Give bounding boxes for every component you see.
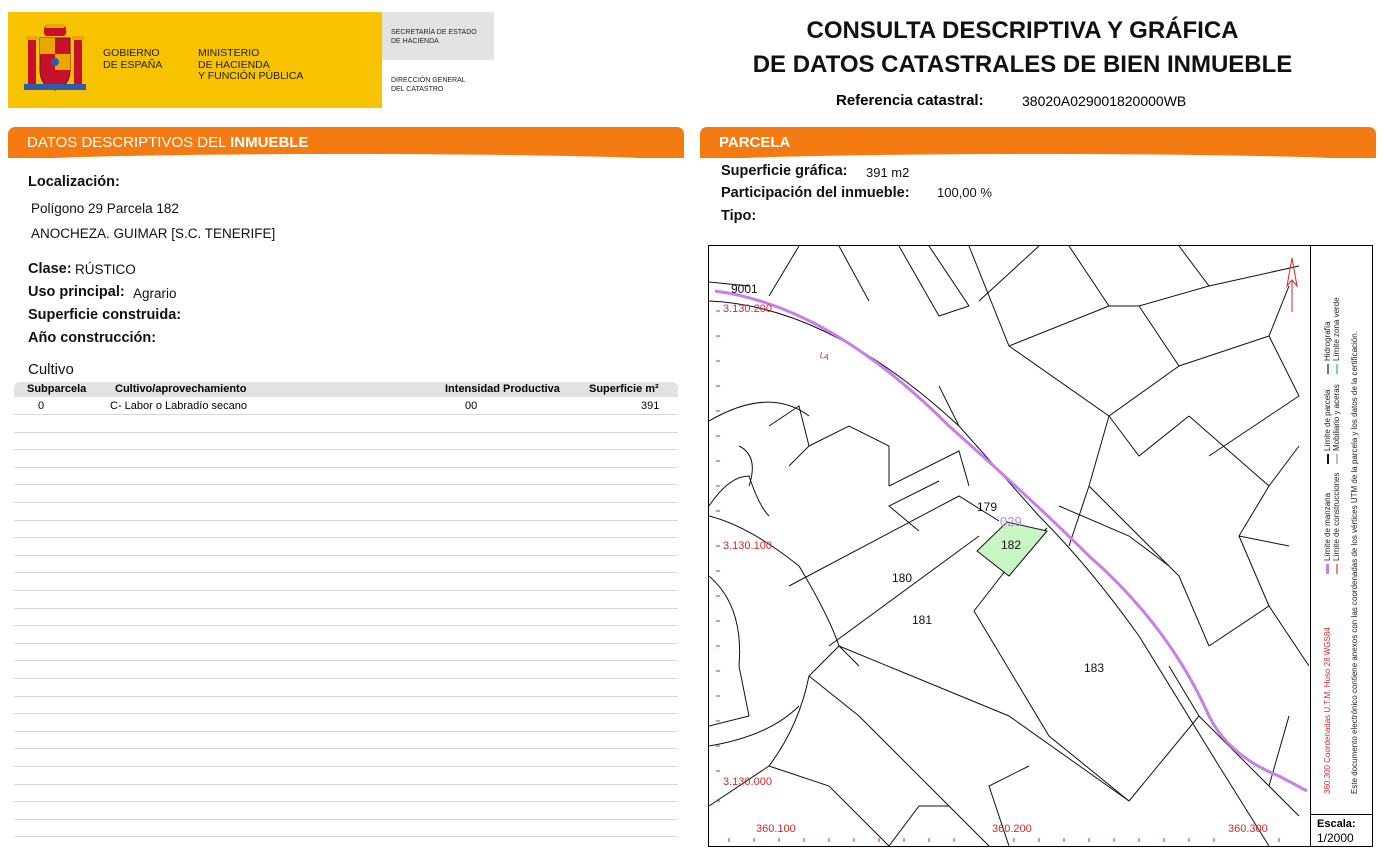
table-rule — [14, 836, 678, 837]
uso-label: Uso principal: — [28, 284, 125, 300]
cultivo-title: Cultivo — [28, 361, 74, 378]
secretaria-text: SECRETARÍA DE ESTADO DE HACIENDA — [391, 29, 477, 45]
manzana-swatch — [1326, 564, 1329, 574]
table-rule — [14, 414, 678, 415]
superficie-grafica-value: 391 m2 — [866, 165, 910, 180]
legend-manzana: Límite de manzana — [1323, 493, 1332, 574]
table-rule — [14, 432, 678, 433]
cell-subparcela: 0 — [38, 400, 45, 412]
mobiliario-swatch — [1336, 454, 1338, 464]
table-header — [14, 382, 678, 397]
uso-value: Agrario — [133, 286, 177, 301]
legend-separator — [1310, 246, 1311, 846]
participacion-value: 100,00 % — [937, 185, 992, 200]
legend-mobiliario: Mobiliario y aceras — [1332, 384, 1341, 464]
table-rule — [14, 713, 678, 714]
parcela-title: PARCELA — [719, 134, 791, 151]
table-rule — [14, 678, 678, 679]
legend-utm: 360.300 Coordenadas U.T.M. Huso 28 WGS84 — [1323, 627, 1332, 794]
clase-label: Clase: — [28, 261, 72, 277]
table-rule — [14, 766, 678, 767]
label-9001: 9001 — [731, 282, 758, 296]
legend-zona-verde: Límite zona verde — [1332, 297, 1341, 374]
table-rule — [14, 555, 678, 556]
hidrografia-swatch — [1327, 364, 1329, 374]
referencia-catastral — [836, 92, 1187, 109]
label-182: 182 — [1001, 538, 1022, 552]
table-rule — [14, 643, 678, 644]
zona-verde-swatch — [1336, 364, 1338, 374]
table-rule — [14, 449, 678, 450]
table-rule — [14, 467, 678, 468]
north-arrow-icon — [1287, 258, 1297, 312]
table-rule — [14, 819, 678, 820]
legend-construcciones: Límite de construcciones — [1332, 473, 1341, 575]
table-rule — [14, 731, 678, 732]
y-coord-3: 3.130.000 — [723, 776, 772, 788]
table-rule — [14, 608, 678, 609]
clase-value: RÚSTICO — [75, 262, 136, 277]
superficie-grafica-label: Superficie gráfica: — [721, 163, 848, 179]
label-183: 183 — [1084, 661, 1105, 675]
label-029: 029 — [1000, 514, 1022, 529]
table-rule — [14, 537, 678, 538]
x-coord-3: 360.300 — [1228, 823, 1268, 835]
superficie-construida-label: Superficie construida: — [28, 307, 182, 323]
label-road: LA — [818, 350, 831, 363]
table-rule — [14, 484, 678, 485]
x-coord-1: 360.100 — [756, 823, 796, 835]
cell-intensidad: 00 — [465, 400, 478, 412]
table-rule — [14, 748, 678, 749]
legend-nota: Este documento electrónico contiene anexos con las coordenadas de los vértices UTM de la parcela y los datos de la certificación. — [1350, 331, 1359, 794]
label-179: 179 — [977, 500, 998, 514]
table-rule — [14, 696, 678, 697]
th-subparcela: Subparcela — [27, 383, 87, 395]
scale-value: 1/2000 — [1317, 831, 1354, 845]
th-intensidad: Intensidad Productiva — [445, 383, 560, 395]
tipo-label: Tipo: — [721, 208, 757, 224]
coat-of-arms-icon — [22, 24, 88, 94]
y-coord-2: 3.130.100 — [723, 540, 772, 552]
legend-parcela: Límite de parcela — [1323, 390, 1332, 464]
cultivo-table — [14, 382, 678, 848]
parcela-bar — [700, 127, 1376, 158]
localizacion-line1: Polígono 29 Parcela 182 — [31, 201, 179, 216]
ref-value: 38020A029001820000WB — [1022, 93, 1187, 109]
ministry-name: MINISTERIO DE HACIENDA Y FUNCIÓN PÚBLICA — [198, 47, 304, 82]
table-rule — [14, 590, 678, 591]
scale-label: Escala: — [1317, 818, 1356, 830]
page-title: CONSULTA DESCRIPTIVA Y GRÁFICA DE DATOS CATASTRALES DE BIEN INMUEBLE — [752, 17, 1293, 78]
cadastral-map — [708, 245, 1373, 847]
participacion-label: Participación del inmueble: — [721, 185, 910, 201]
table-rule — [14, 801, 678, 802]
localizacion-line2: ANOCHEZA. GUIMAR [S.C. TENERIFE] — [31, 226, 276, 241]
direccion-text: DIRECCIÓN GENERAL DEL CATASTRO — [391, 77, 466, 93]
table-rule — [14, 572, 678, 573]
datos-descriptivos-bar — [8, 127, 684, 158]
table-rule — [14, 520, 678, 521]
label-181: 181 — [912, 613, 933, 627]
construcciones-swatch — [1336, 564, 1338, 574]
table-rule — [14, 502, 678, 503]
gov-name: GOBIERNO DE ESPAÑA — [103, 47, 163, 71]
y-coord-1: 3.130.200 — [723, 303, 772, 315]
legend-hidrografia: Hidrografía — [1323, 321, 1332, 374]
datos-descriptivos-title: DATOS DESCRIPTIVOS DEL INMUEBLE — [27, 134, 309, 151]
table-rule — [14, 660, 678, 661]
cell-superficie: 391 — [641, 400, 660, 412]
ref-label: Referencia catastral: — [836, 92, 984, 109]
parcela-swatch — [1327, 454, 1329, 464]
label-180: 180 — [892, 571, 913, 585]
localizacion-label: Localización: — [28, 174, 120, 190]
th-cultivo: Cultivo/aprovechamiento — [115, 383, 247, 395]
table-rule — [14, 625, 678, 626]
y-ticks — [716, 311, 1279, 842]
th-superficie: Superficie m² — [589, 383, 659, 395]
table-rule — [14, 784, 678, 785]
anio-construccion-label: Año construcción: — [28, 330, 157, 346]
map-drawing — [709, 246, 1309, 846]
x-coord-2: 360.200 — [992, 823, 1032, 835]
cell-cultivo: C- Labor o Labradío secano — [110, 400, 247, 412]
scale-box — [1310, 814, 1372, 846]
